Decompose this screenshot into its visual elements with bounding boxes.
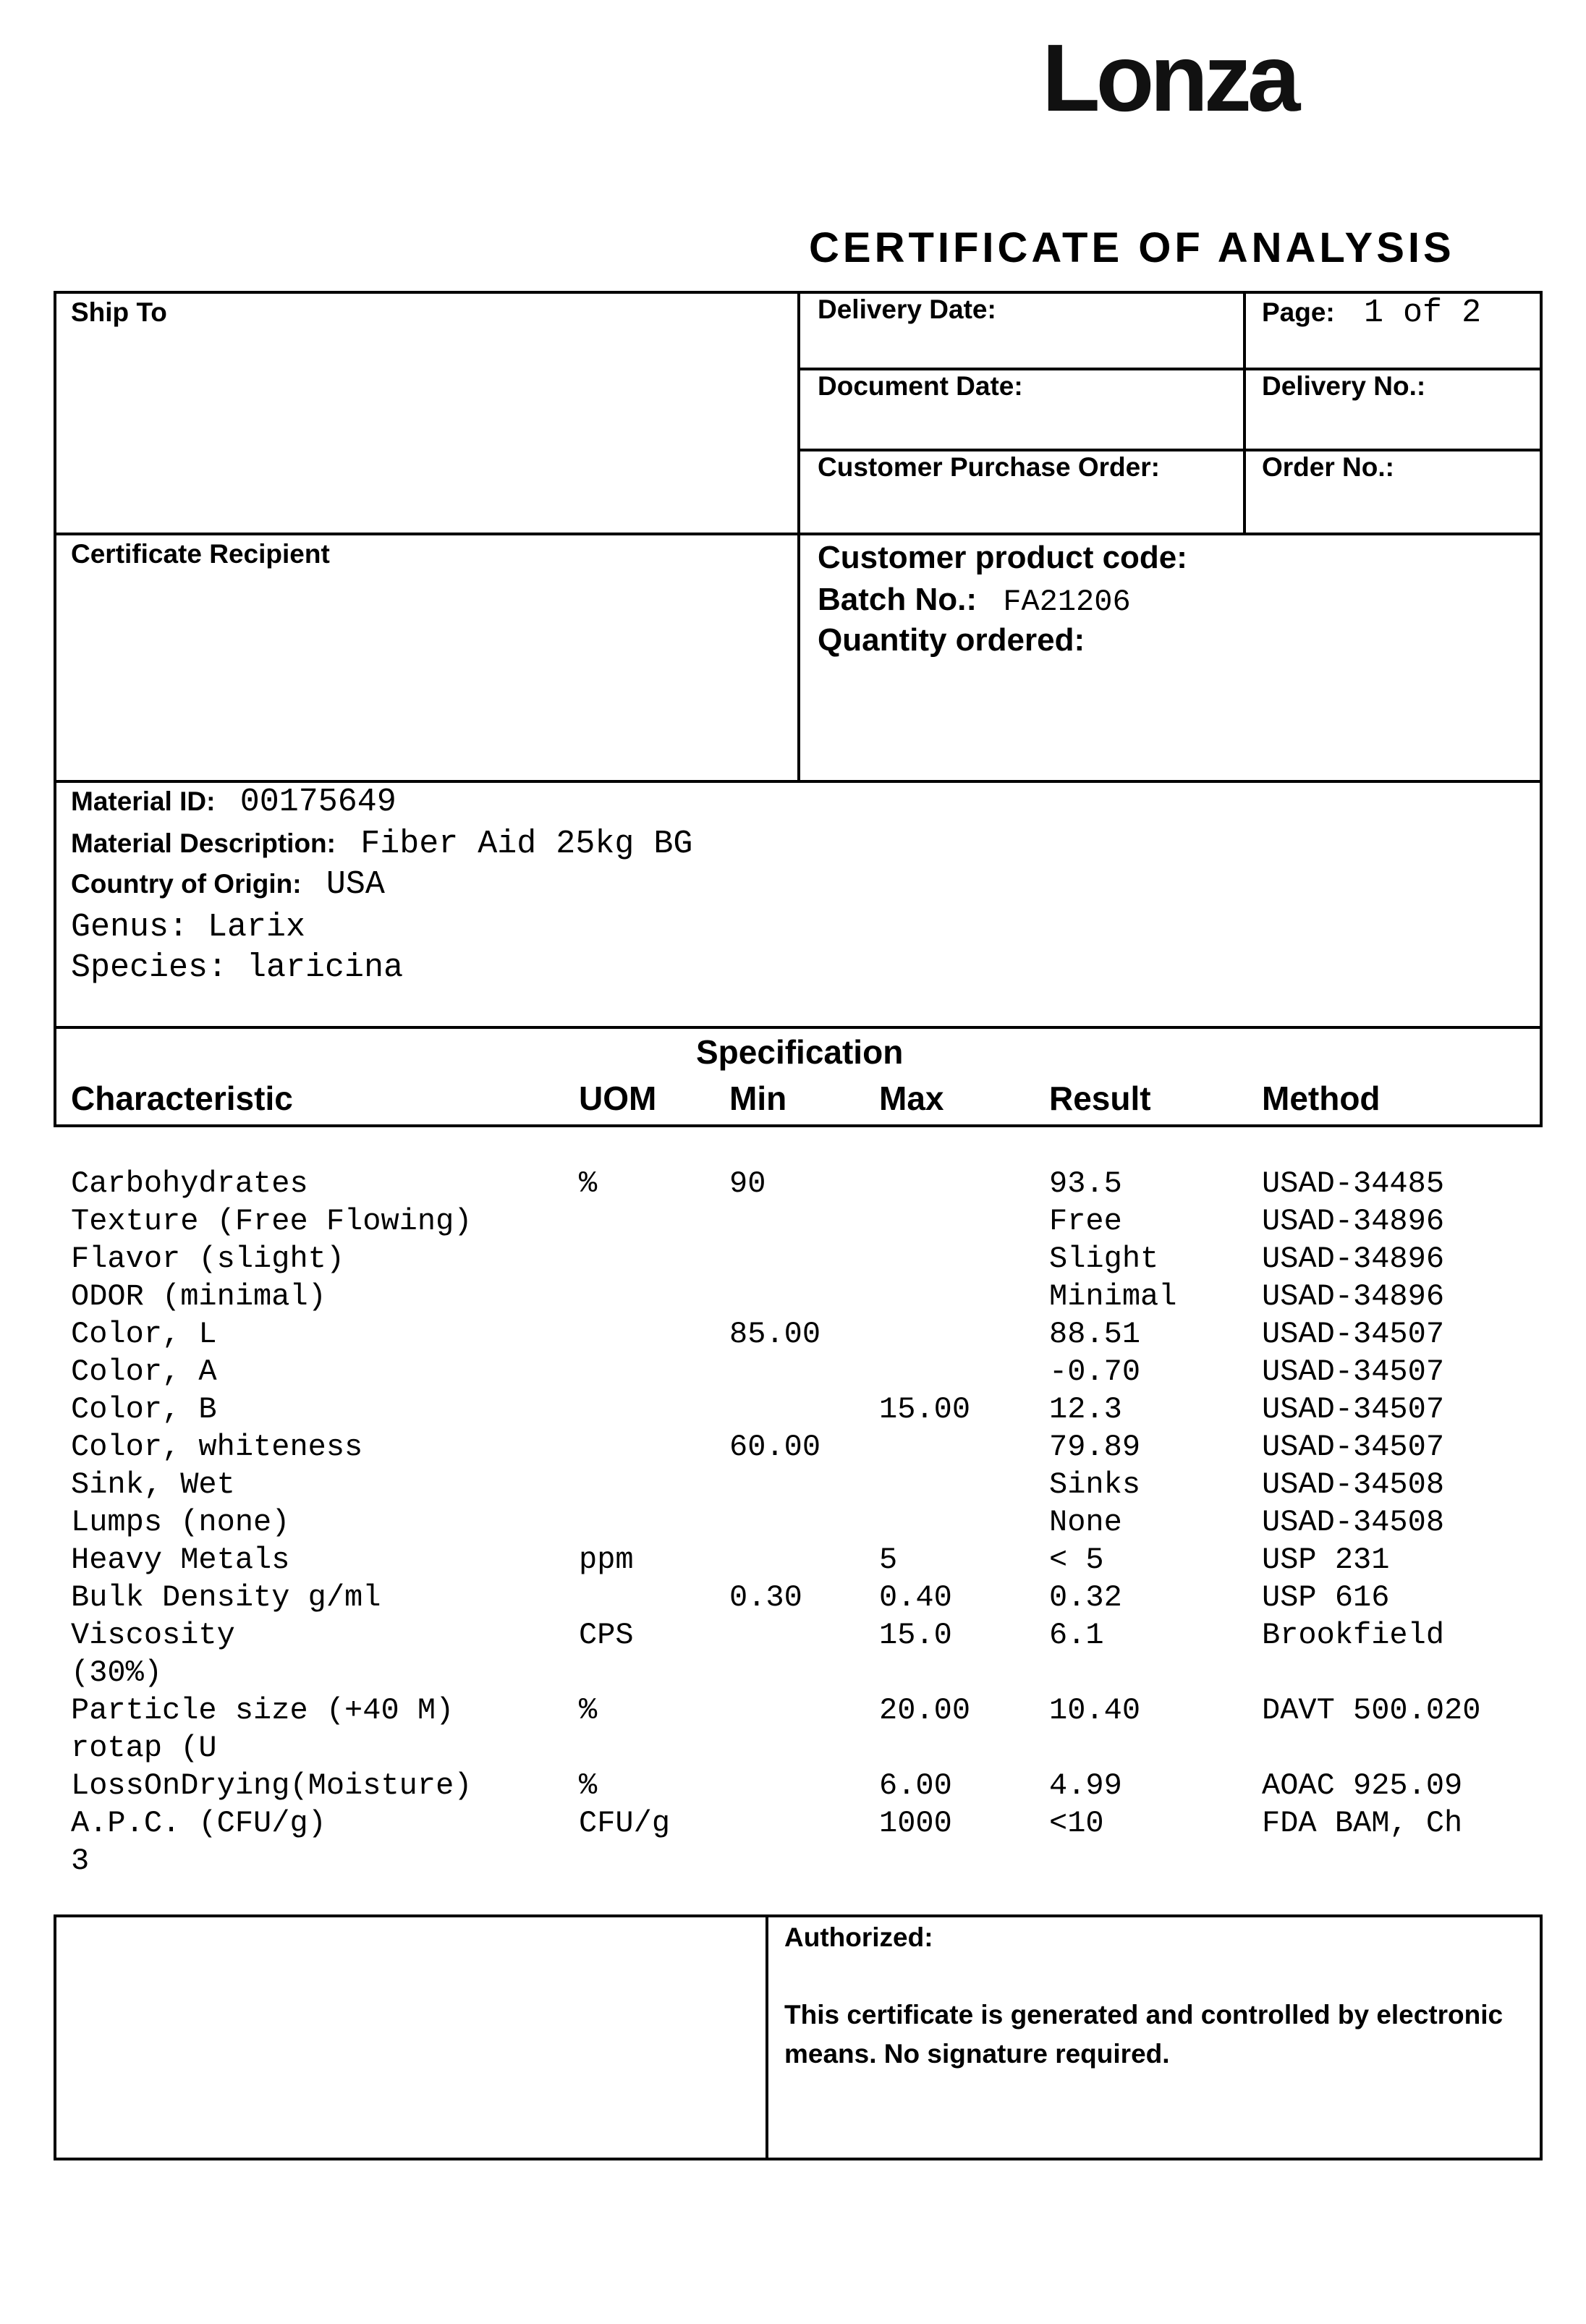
table-row <box>0 1203 1586 1240</box>
table-row <box>0 1391 1586 1428</box>
cell-characteristic: LossOnDrying(Moisture) <box>71 1768 472 1803</box>
cell-max: 0.40 <box>879 1580 952 1615</box>
document-date-label: Document Date: <box>818 371 1023 401</box>
header-method: Method <box>1262 1080 1381 1117</box>
header-min: Min <box>729 1080 787 1117</box>
genus-line: Genus: Larix <box>71 909 306 946</box>
header-result: Result <box>1049 1080 1151 1117</box>
header-divider-main <box>797 291 800 783</box>
cell-result: 79.89 <box>1049 1430 1141 1464</box>
authorization-divider <box>766 1914 768 2160</box>
material-description-value: Fiber Aid 25kg BG <box>360 826 693 862</box>
table-row <box>0 1767 1586 1805</box>
material-description-line <box>71 828 692 860</box>
cell-uom: ppm <box>579 1543 634 1577</box>
cell-characteristic: Color, L <box>71 1317 217 1352</box>
cell-result: Slight <box>1049 1242 1159 1276</box>
cell-method: USAD-34896 <box>1262 1204 1445 1239</box>
delivery-date-label: Delivery Date: <box>818 294 996 324</box>
table-row <box>0 1278 1586 1315</box>
cell-method: AOAC 925.09 <box>1262 1768 1463 1803</box>
ship-to-label: Ship To <box>71 297 167 327</box>
document-title: CERTIFICATE OF ANALYSIS <box>809 224 1455 271</box>
cell-characteristic: Color, whiteness <box>71 1430 363 1464</box>
country-of-origin-line <box>71 868 385 901</box>
cell-result: <10 <box>1049 1806 1104 1841</box>
cell-max: 20.00 <box>879 1693 971 1728</box>
quantity-ordered-label: Quantity ordered: <box>818 622 1085 658</box>
cell-characteristic: Texture (Free Flowing) <box>71 1204 472 1239</box>
cell-method: USP 616 <box>1262 1580 1390 1615</box>
cell-characteristic: Sink, Wet <box>71 1467 235 1502</box>
order-no-label: Order No.: <box>1262 452 1394 482</box>
table-row <box>0 1805 1586 1842</box>
cell-result: 88.51 <box>1049 1317 1141 1352</box>
batch-no-line <box>818 580 1131 622</box>
delivery-no-label: Delivery No.: <box>1262 371 1426 401</box>
cell-min: 0.30 <box>729 1580 802 1615</box>
table-row <box>0 1428 1586 1466</box>
cell-characteristic: 3 <box>71 1844 90 1878</box>
cell-max: 15.00 <box>879 1392 971 1427</box>
cell-characteristic: (30%) <box>71 1655 163 1690</box>
certificate-recipient-label: Certificate Recipient <box>71 539 330 569</box>
electronic-certificate-note: This certificate is generated and controlled by electronic means. No signature required. <box>784 2000 1504 2069</box>
header-max: Max <box>879 1080 944 1117</box>
cell-min: 60.00 <box>729 1430 821 1464</box>
cell-result: 4.99 <box>1049 1768 1122 1803</box>
cell-max: 15.0 <box>879 1618 952 1653</box>
cell-method: USAD-34507 <box>1262 1317 1445 1352</box>
cell-characteristic: A.P.C. (CFU/g) <box>71 1806 326 1841</box>
header-row-line-3 <box>54 533 1543 535</box>
cell-method: USAD-34507 <box>1262 1392 1445 1427</box>
species-line: Species: laricina <box>71 949 404 986</box>
page-label-text: Page: <box>1262 297 1335 327</box>
country-of-origin-label: Country of Origin: <box>71 869 302 899</box>
material-id-line <box>71 786 396 818</box>
cell-result: 0.32 <box>1049 1580 1122 1615</box>
cell-characteristic: Flavor (slight) <box>71 1242 345 1276</box>
table-row <box>0 1579 1586 1616</box>
cell-uom: CPS <box>579 1618 634 1653</box>
cell-max: 6.00 <box>879 1768 952 1803</box>
cell-result: Minimal <box>1049 1279 1177 1314</box>
page-value: 1 of 2 <box>1364 294 1482 331</box>
table-row <box>0 1466 1586 1504</box>
page-label <box>1262 294 1482 331</box>
cell-uom: % <box>579 1768 598 1803</box>
cell-method: FDA BAM, Ch <box>1262 1806 1463 1841</box>
cell-result: 93.5 <box>1049 1166 1122 1201</box>
cell-result: 12.3 <box>1049 1392 1122 1427</box>
cell-characteristic: Bulk Density g/ml <box>71 1580 381 1615</box>
material-id-label: Material ID: <box>71 786 216 816</box>
cell-min: 85.00 <box>729 1317 821 1352</box>
table-row <box>0 1315 1586 1353</box>
cell-characteristic: Lumps (none) <box>71 1505 290 1540</box>
cell-characteristic: Viscosity <box>71 1618 235 1653</box>
customer-po-label: Customer Purchase Order: <box>818 452 1160 482</box>
table-row <box>0 1654 1586 1692</box>
cell-max: 5 <box>879 1543 898 1577</box>
table-row <box>0 1165 1586 1203</box>
cell-result: None <box>1049 1505 1122 1540</box>
cell-method: Brookfield <box>1262 1618 1445 1653</box>
cell-result: 10.40 <box>1049 1693 1141 1728</box>
cell-result: 6.1 <box>1049 1618 1104 1653</box>
table-row <box>0 1616 1586 1654</box>
table-row <box>0 1541 1586 1579</box>
cell-result: < 5 <box>1049 1543 1104 1577</box>
material-id-value: 00175649 <box>239 784 396 820</box>
cell-method: USAD-34896 <box>1262 1279 1445 1314</box>
cell-method: USAD-34896 <box>1262 1242 1445 1276</box>
table-row <box>0 1729 1586 1767</box>
cell-method: USAD-34508 <box>1262 1467 1445 1502</box>
spec-group-header: Specification <box>696 1033 904 1071</box>
cell-uom: % <box>579 1693 598 1728</box>
cell-max: 1000 <box>879 1806 952 1841</box>
cell-min: 90 <box>729 1166 766 1201</box>
customer-product-code-label: Customer product code: <box>818 540 1187 575</box>
cell-characteristic: Carbohydrates <box>71 1166 308 1201</box>
cell-characteristic: Color, B <box>71 1392 217 1427</box>
country-of-origin-value: USA <box>326 866 385 903</box>
cell-method: USAD-34508 <box>1262 1505 1445 1540</box>
header-divider-right <box>1243 291 1246 535</box>
cell-result: Sinks <box>1049 1467 1141 1502</box>
cell-characteristic: Particle size (+40 M) <box>71 1693 454 1728</box>
header-uom: UOM <box>579 1080 657 1117</box>
batch-no-label: Batch No.: <box>818 582 977 617</box>
table-row <box>0 1842 1586 1880</box>
cell-characteristic: Heavy Metals <box>71 1543 290 1577</box>
cell-uom: % <box>579 1166 598 1201</box>
table-row <box>0 1240 1586 1278</box>
table-row <box>0 1353 1586 1391</box>
lonza-logo: Lonza <box>1042 25 1297 131</box>
table-row <box>0 1504 1586 1541</box>
cell-characteristic: rotap (U <box>71 1731 217 1765</box>
cell-method: USAD-34485 <box>1262 1166 1445 1201</box>
cell-characteristic: Color, A <box>71 1354 217 1389</box>
table-row <box>0 1692 1586 1729</box>
cell-method: USAD-34507 <box>1262 1354 1445 1389</box>
cell-method: USP 231 <box>1262 1543 1390 1577</box>
cell-result: -0.70 <box>1049 1354 1141 1389</box>
cell-result: Free <box>1049 1204 1122 1239</box>
header-characteristic: Characteristic <box>71 1080 293 1117</box>
material-description-label: Material Description: <box>71 828 336 858</box>
cell-characteristic: ODOR (minimal) <box>71 1279 326 1314</box>
cell-method: DAVT 500.020 <box>1262 1693 1481 1728</box>
cell-method: USAD-34507 <box>1262 1430 1445 1464</box>
cell-uom: CFU/g <box>579 1806 671 1841</box>
batch-no-value: FA21206 <box>1003 585 1131 619</box>
authorized-label: Authorized: <box>784 1922 933 1952</box>
